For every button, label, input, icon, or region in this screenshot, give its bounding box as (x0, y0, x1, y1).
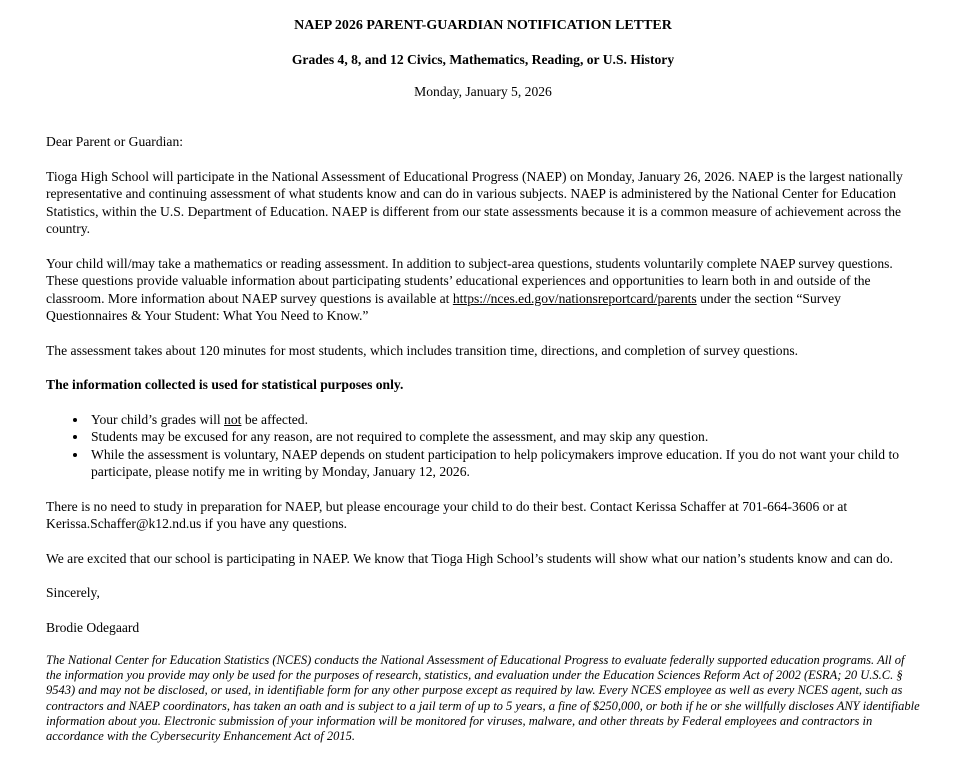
nces-parents-link[interactable]: https://nces.ed.gov/nationsreportcard/parents (452, 290, 697, 306)
list-item-excused: • Students may be excused for any reason, are not required to complete the assessment, and may skip any question. (88, 428, 920, 446)
paragraph-excited: We are excited that our school is participating in NAEP. We know that Tioga High School’s students will show what our nation’s students know and can do. (46, 550, 894, 566)
statistical-purposes-statement: The information collected is used for statistical purposes only. (46, 377, 404, 392)
bullet1-text-after: be affected. (241, 411, 308, 427)
letter-date: Monday, January 5, 2026 (414, 84, 552, 99)
list-item-grades (88, 411, 920, 429)
paragraph-duration: The assessment takes about 120 minutes for most students, which includes transition time, directions, and completion of survey questions. (46, 342, 799, 358)
closing: Sincerely, (46, 585, 100, 600)
bullet1-underlined-word: not (224, 411, 242, 427)
nces-legal-disclaimer: The National Center for Education Statistics (NCES) conducts the National Assessment of Educational Progress to evaluate federally supported education programs. All of the information you provide may only be used for the purposes of research, statistics, and evaluation under the Education Sciences Reform Act of 2002 (ESRA; 20 U.S.C. § 9543) and may not be disclosed, or used, in identifiable form for any other purpose except as required by law. Every NCES employee as well as every NCES agent, such as contractors and NAEP coordinators, has taken an oath and is subject to a jail term of up to 5 years, a fine of $250,000, or both if he or she willfully discloses ANY identifiable information about you. Electronic submission of your information will be monitored for viruses, malware, and other threats by Federal employees and contractors in accordance with the Cybersecurity Enhancement Act of 2015. (46, 653, 920, 744)
paragraph-survey-text-after: under the section “Survey Questionnaires & Your Student: What You Need to Know.” (46, 290, 841, 323)
salutation: Dear Parent or Guardian: (46, 134, 184, 149)
signature-name: Brodie Odegaard (46, 619, 140, 635)
paragraph-contact: There is no need to study in preparation for NAEP, but please encourage your child to do their best. Contact Kerissa Schaffer at 701-664-3606 or at Kerissa.Schaffer@k12.nd.us if you have any questions. (46, 498, 848, 531)
paragraph-participation: Tioga High School will participate in the National Assessment of Educational Progress (NAEP) on Monday, January 26, 2026. NAEP is the largest nationally representative and continuing assessment of what students know and can do in various subjects. NAEP is administered by the National Center for Education Statistics, within the U.S. Department of Education. NAEP is different from our state assessments because it is a common measure of achievement across the country. (46, 168, 903, 236)
paragraph-survey-text-before: Your child will/may take a mathematics or reading assessment. In addition to subject-area questions, students voluntarily complete NAEP survey questions. These questions provide valuable information about participating students’ educational experiences and opportunities to learn both in and outside of the classroom. More information about NAEP survey questions is available at (46, 255, 893, 306)
key-points-list (46, 411, 920, 481)
bullet1-text-before: Your child’s grades will (91, 411, 225, 427)
letter-title: NAEP 2026 PARENT-GUARDIAN NOTIFICATION LETTER (294, 18, 672, 33)
letter-subtitle: Grades 4, 8, and 12 Civics, Mathematics, Reading, or U.S. History (291, 52, 675, 67)
paragraph-survey (46, 255, 920, 325)
list-item-voluntary: • While the assessment is voluntary, NAEP depends on student participation to help policymakers improve education. If you do not want your child to participate, please notify me in writing by Monday, January 12, 2026. (88, 446, 920, 481)
